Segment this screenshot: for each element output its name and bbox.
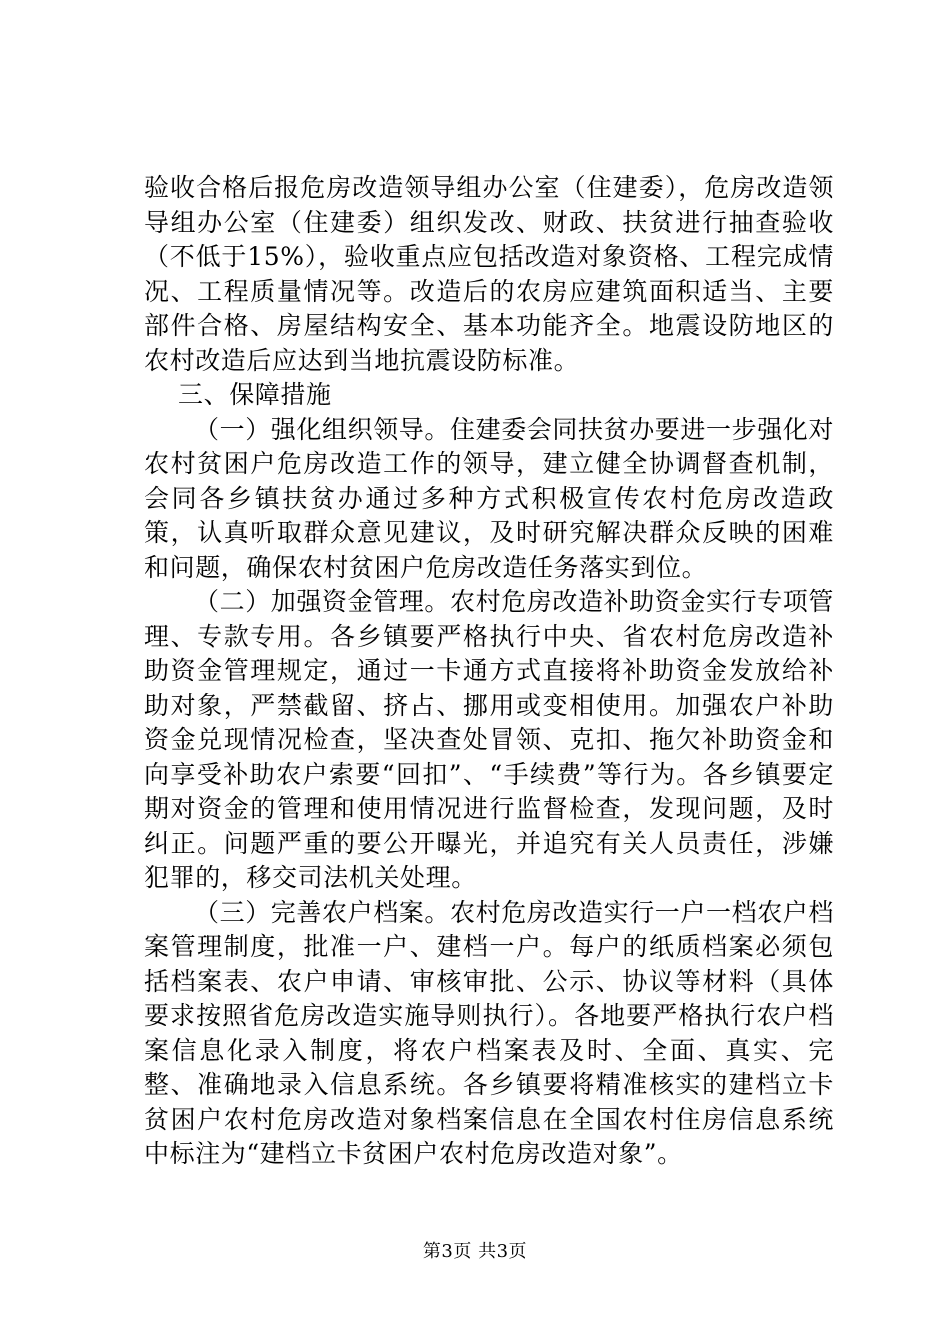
document-body (144, 171, 834, 1172)
section-heading-safeguards: 三、保障措施 (178, 380, 332, 409)
paragraph-leadership: （一）强化组织领导。住建委会同扶贫办要进一步强化对农村贫困户危房改造工作的领导，建立健全协调督查机制，会同各乡镇扶贫办通过多种方式积极宣传农村危房改造政策，认真听取群众意见建议，及时研究解决群众反映的困难和问题，确保农村贫困户危房改造任务落实到位。 (144, 414, 835, 582)
paragraph-acceptance: 验收合格后报危房改造领导组办公室（住建委），危房改造领导组办公室（住建委）组织发改、财政、扶贫进行抽查验收（不低于15%），验收重点应包括改造对象资格、工程完成情况、工程质量情况等。改造后的农房应建筑面积适当、主要部件合格、房屋结构安全、基本功能齐全。地震设防地区的农村改造后应达到当地抗震设防标准。 (144, 173, 834, 375)
page-footer: 第3页 共3页 (422, 1241, 528, 1262)
paragraph-household-archives: （三）完善农户档案。农村危房改造实行一户一档农户档案管理制度，批准一户、建档一户。每户的纸质档案必须包括档案表、农户申请、审核审批、公示、协议等材料（具体要求按照省危房改造实施导则执行）。各地要严格执行农户档案信息化录入制度，将农户档案表及时、全面、真实、完整、准确地录入信息系统。各乡镇要将精准核实的建档立卡贫困户农村危房改造对象档案信息在全国农村住房信息系统中标注为“建档立卡贫困户农村危房改造对象”。 (144, 897, 835, 1168)
paragraph-fund-management: （二）加强资金管理。农村危房改造补助资金实行专项管理、专款专用。各乡镇要严格执行中央、省农村危房改造补助资金管理规定，通过一卡通方式直接将补助资金发放给补助对象，严禁截留、挤占、挪用或变相使用。加强农户补助资金兑现情况检查，坚决查处冒领、克扣、拖欠补助资金和向享受补助农户索要“回扣”、“手续费”等行为。各乡镇要定期对资金的管理和使用情况进行监督检查，发现问题，及时纠正。问题严重的要公开曝光，并追究有关人员责任，涉嫌犯罪的，移交司法机关处理。 (144, 587, 835, 892)
